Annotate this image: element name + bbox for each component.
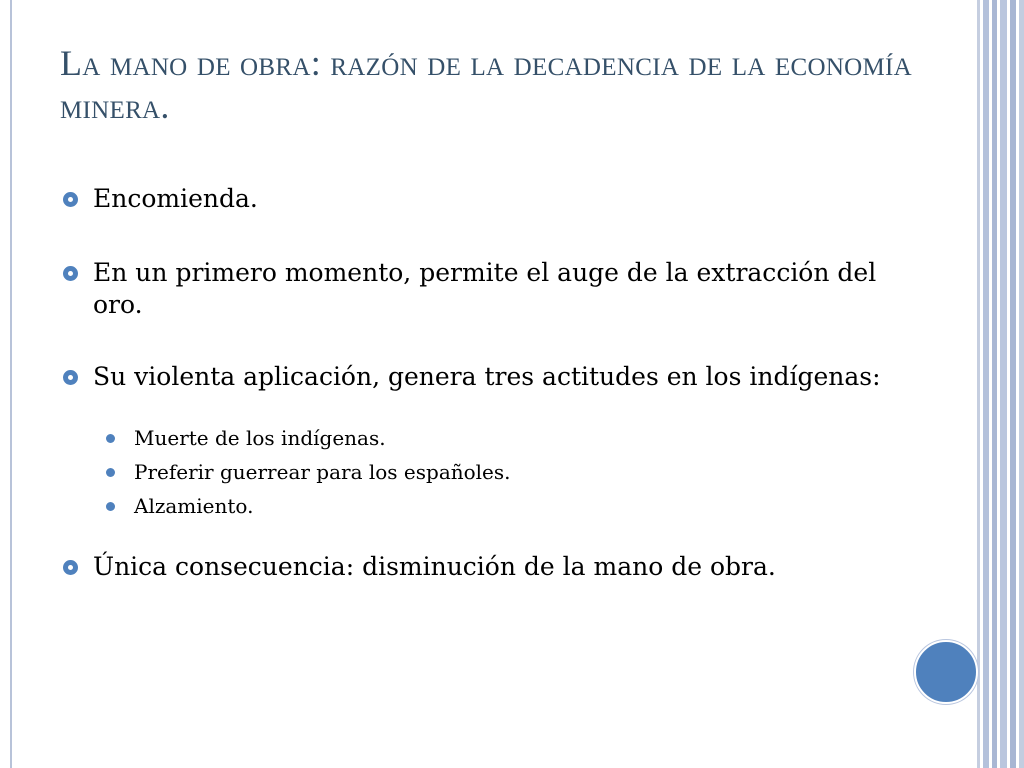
decorative-stripe <box>992 0 997 768</box>
sub-bullet-list <box>60 421 920 523</box>
bullet-text: En un primero momento, permite el auge de la extracción del oro. <box>93 258 877 319</box>
sub-bullet-text: Muerte de los indígenas. <box>134 426 386 450</box>
sub-bullet-icon <box>106 502 115 511</box>
decorative-stripe <box>1000 0 1007 768</box>
sub-bullet-text: Alzamiento. <box>134 494 254 518</box>
bullet-item <box>60 361 920 393</box>
decorative-stripe <box>983 0 989 768</box>
decorative-circle <box>914 640 978 704</box>
decorative-stripe <box>1010 0 1016 768</box>
bullet-icon <box>63 370 78 385</box>
left-frame-line <box>10 0 12 768</box>
sub-bullet-text: Preferir guerrear para los españoles. <box>134 460 511 484</box>
bullet-icon <box>63 266 78 281</box>
bullet-text: Única consecuencia: disminución de la mano de obra. <box>93 552 776 581</box>
bullet-icon <box>63 192 78 207</box>
bullet-list <box>60 183 920 583</box>
bullet-icon <box>63 560 78 575</box>
bullet-item <box>60 257 920 321</box>
sub-bullet-item <box>60 421 920 455</box>
sub-bullet-item <box>60 489 920 523</box>
bullet-item <box>60 183 920 215</box>
decorative-stripe <box>977 0 980 768</box>
bullet-text: Su violenta aplicación, genera tres actitudes en los indígenas: <box>93 362 881 391</box>
decorative-stripe <box>1019 0 1024 768</box>
sub-bullet-icon <box>106 468 115 477</box>
sub-bullet-group <box>60 421 920 523</box>
bullet-text: Encomienda. <box>93 184 258 213</box>
slide-title: La mano de obra: razón de la decadencia de la economía minera. <box>60 43 913 126</box>
bullet-item <box>60 551 920 583</box>
sub-bullet-icon <box>106 434 115 443</box>
sub-bullet-item <box>60 455 920 489</box>
